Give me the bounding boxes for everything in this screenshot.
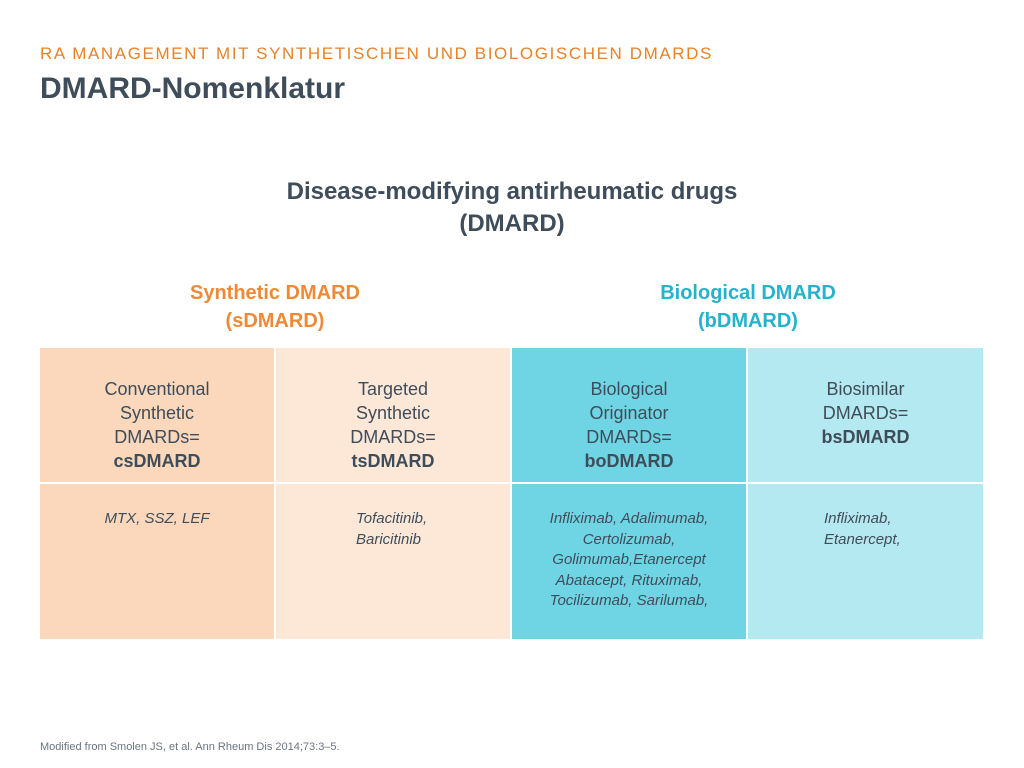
header-line: DMARDs= xyxy=(114,427,200,447)
header-line: Synthetic xyxy=(355,403,431,423)
dmard-classification-table xyxy=(40,348,983,639)
header-line: Conventional xyxy=(104,379,210,399)
header-line: Targeted xyxy=(357,379,429,399)
bodmard-abbreviation: boDMARD xyxy=(584,451,674,471)
biological-heading-line-2: (bDMARD) xyxy=(698,310,798,332)
tsdmard-abbreviation: tsDMARD xyxy=(351,451,435,471)
csdmard-header-cell xyxy=(40,348,274,482)
header-line: DMARDs= xyxy=(586,427,672,447)
tsdmard-header-cell xyxy=(276,348,510,482)
drug-list-line: Golimumab,Etanercept xyxy=(552,551,706,568)
header-line: Synthetic xyxy=(119,403,195,423)
drug-list-line: MTX, SSZ, LEF xyxy=(104,510,210,527)
bsdmard-abbreviation: bsDMARD xyxy=(821,427,910,447)
header-line: Biosimilar xyxy=(826,379,905,399)
header-line: Biological xyxy=(590,379,668,399)
header-line: DMARDs= xyxy=(822,403,909,423)
bodmard-header-cell xyxy=(512,348,746,482)
synthetic-heading-line-1: Synthetic DMARD xyxy=(189,282,360,304)
slide-title: DMARD-Nomenklatur xyxy=(40,72,346,105)
synthetic-heading-line-2: (sDMARD) xyxy=(225,310,325,332)
drug-list-line: Tocilizumab, Sarilumab, xyxy=(549,592,709,609)
bsdmard-header-cell xyxy=(748,348,983,482)
biological-dmard-heading xyxy=(513,279,983,335)
source-footnote: Modified from Smolen JS, et al. Ann Rheum Dis 2014;73:3–5. xyxy=(40,741,340,753)
drug-list-line: Infliximab, xyxy=(824,510,892,527)
synthetic-dmard-heading xyxy=(40,279,510,335)
dmard-heading-line-1: Disease-modifying antirheumatic drugs xyxy=(286,178,738,205)
slide-supertitle: RA MANAGEMENT MIT SYNTHETISCHEN UND BIOLOGISCHEN DMARDS xyxy=(40,44,713,63)
drug-list-line: Infliximab, Adalimumab, xyxy=(549,510,709,527)
header-line: DMARDs= xyxy=(350,427,436,447)
dmard-heading-line-2: (DMARD) xyxy=(459,210,565,237)
drug-list-line: Certolizumab, xyxy=(582,530,676,548)
bodmard-drugs-cell xyxy=(512,484,746,639)
biological-heading-line-1: Biological DMARD xyxy=(660,282,836,304)
drug-list-line: Baricitinib xyxy=(356,530,422,548)
drug-list-line: Abatacept, Rituximab, xyxy=(555,571,703,589)
drug-list-line: Etanercept, xyxy=(824,530,901,548)
tsdmard-drugs-cell xyxy=(276,484,510,639)
csdmard-abbreviation: csDMARD xyxy=(113,451,201,471)
dmard-heading xyxy=(0,176,1024,240)
csdmard-drugs-cell xyxy=(40,484,274,639)
header-line: Originator xyxy=(589,403,669,423)
drug-list-line: Tofacitinib, xyxy=(356,510,428,527)
bsdmard-drugs-cell xyxy=(748,484,983,639)
